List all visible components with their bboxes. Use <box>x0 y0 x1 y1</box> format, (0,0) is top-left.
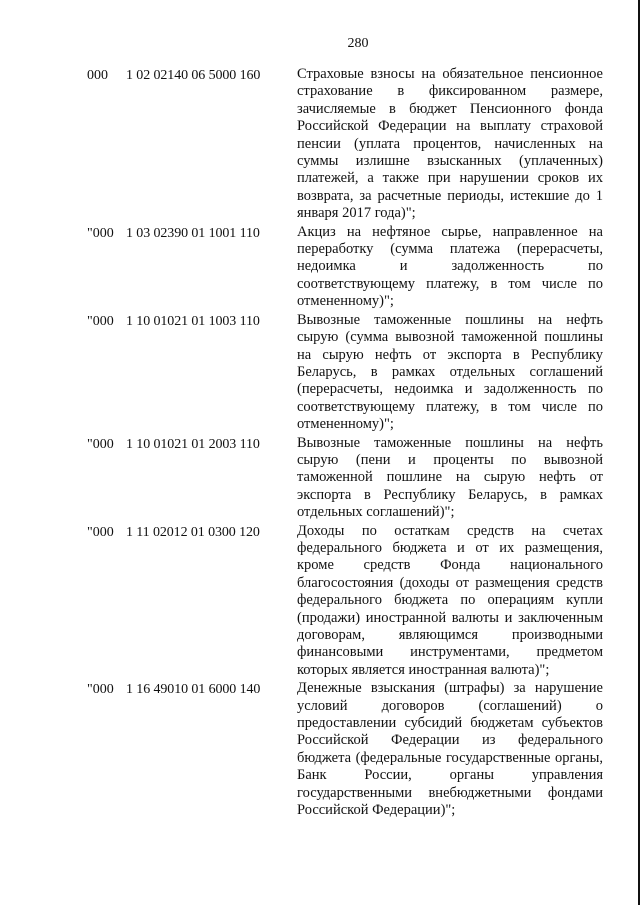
entry-budget-code: 1 10 01021 01 2003 110 <box>126 436 260 452</box>
entry-budget-code: 1 11 02012 01 0300 120 <box>126 524 260 540</box>
entry-budget-code: 1 16 49010 01 6000 140 <box>126 682 261 698</box>
entry-description: Вывозные таможенные пошлины на нефть сырую (сумма вывозной таможенной пошлины на сырую нефть от экспорта в Республику Беларусь, в рамках отдельных соглашений (перерасчеты, недоимка и задолженность по соответствующему платежу, в том числе по отмененному)"; <box>297 311 603 433</box>
entry-admin-code: "000 <box>87 524 114 540</box>
entries-list <box>0 66 640 820</box>
entry-description: Акциз на нефтяное сырье, направленное на переработку (сумма платежа (перерасчеты, недоимка и задолженность по соответствующему платежу, в том числе по отмененному)"; <box>297 223 603 310</box>
entry-budget-code: 1 02 02140 06 5000 160 <box>126 68 261 83</box>
entry-budget-code: 1 03 02390 01 1001 110 <box>126 225 260 241</box>
entry-admin-code: "000 <box>87 225 114 241</box>
entry-row <box>0 224 640 311</box>
entry-admin-code: "000 <box>87 682 114 698</box>
entry-admin-code: "000 <box>87 313 114 329</box>
entry-description: Вывозные таможенные пошлины на нефть сырую (пени и проценты по вывозной таможенной пошлине на сырую нефть от экспорта в Республику Беларусь, в рамках отдельных соглашений)"; <box>297 434 603 521</box>
entry-row <box>0 523 640 680</box>
entry-row <box>0 435 640 522</box>
entry-row <box>0 680 640 819</box>
entry-description: Страховые взносы на обязательное пенсионное страхование в фиксированном размере, зачисляемые в бюджет Пенсионного фонда Российской Федерации на выплату страховой пенсии (уплата процентов, начисленных на суммы излишне взысканных (уплаченных) платежей, а также при нарушении сроков их возврата, за расчетные периоды, истекшие до 1 января 2017 года)"; <box>297 66 603 222</box>
entry-description: Доходы по остаткам средств на счетах федерального бюджета и от их размещения, кроме средств Фонда национального благосостояния (доходы от размещения средств федерального бюджета по операциям купли (продажи) иностранной валюты и заключенным договорам, являющимся производными финансовыми инструментами, предметом которых является иностранная валюта)"; <box>297 522 603 678</box>
entry-row <box>0 312 640 434</box>
entry-description: Денежные взыскания (штрафы) за нарушение условий договоров (соглашений) о предоставлении субсидий бюджетам субъектов Российской Федерации из федерального бюджета (федеральные государственные органы, Банк России, органы управления государственными внебюджетными фондами Российской Федерации)"; <box>297 680 603 819</box>
entry-admin-code: "000 <box>87 436 114 452</box>
page-number: 280 <box>347 36 369 51</box>
entry-budget-code: 1 10 01021 01 1003 110 <box>126 313 260 329</box>
entry-admin-code: 000 <box>87 68 108 83</box>
entry-row <box>0 66 640 223</box>
